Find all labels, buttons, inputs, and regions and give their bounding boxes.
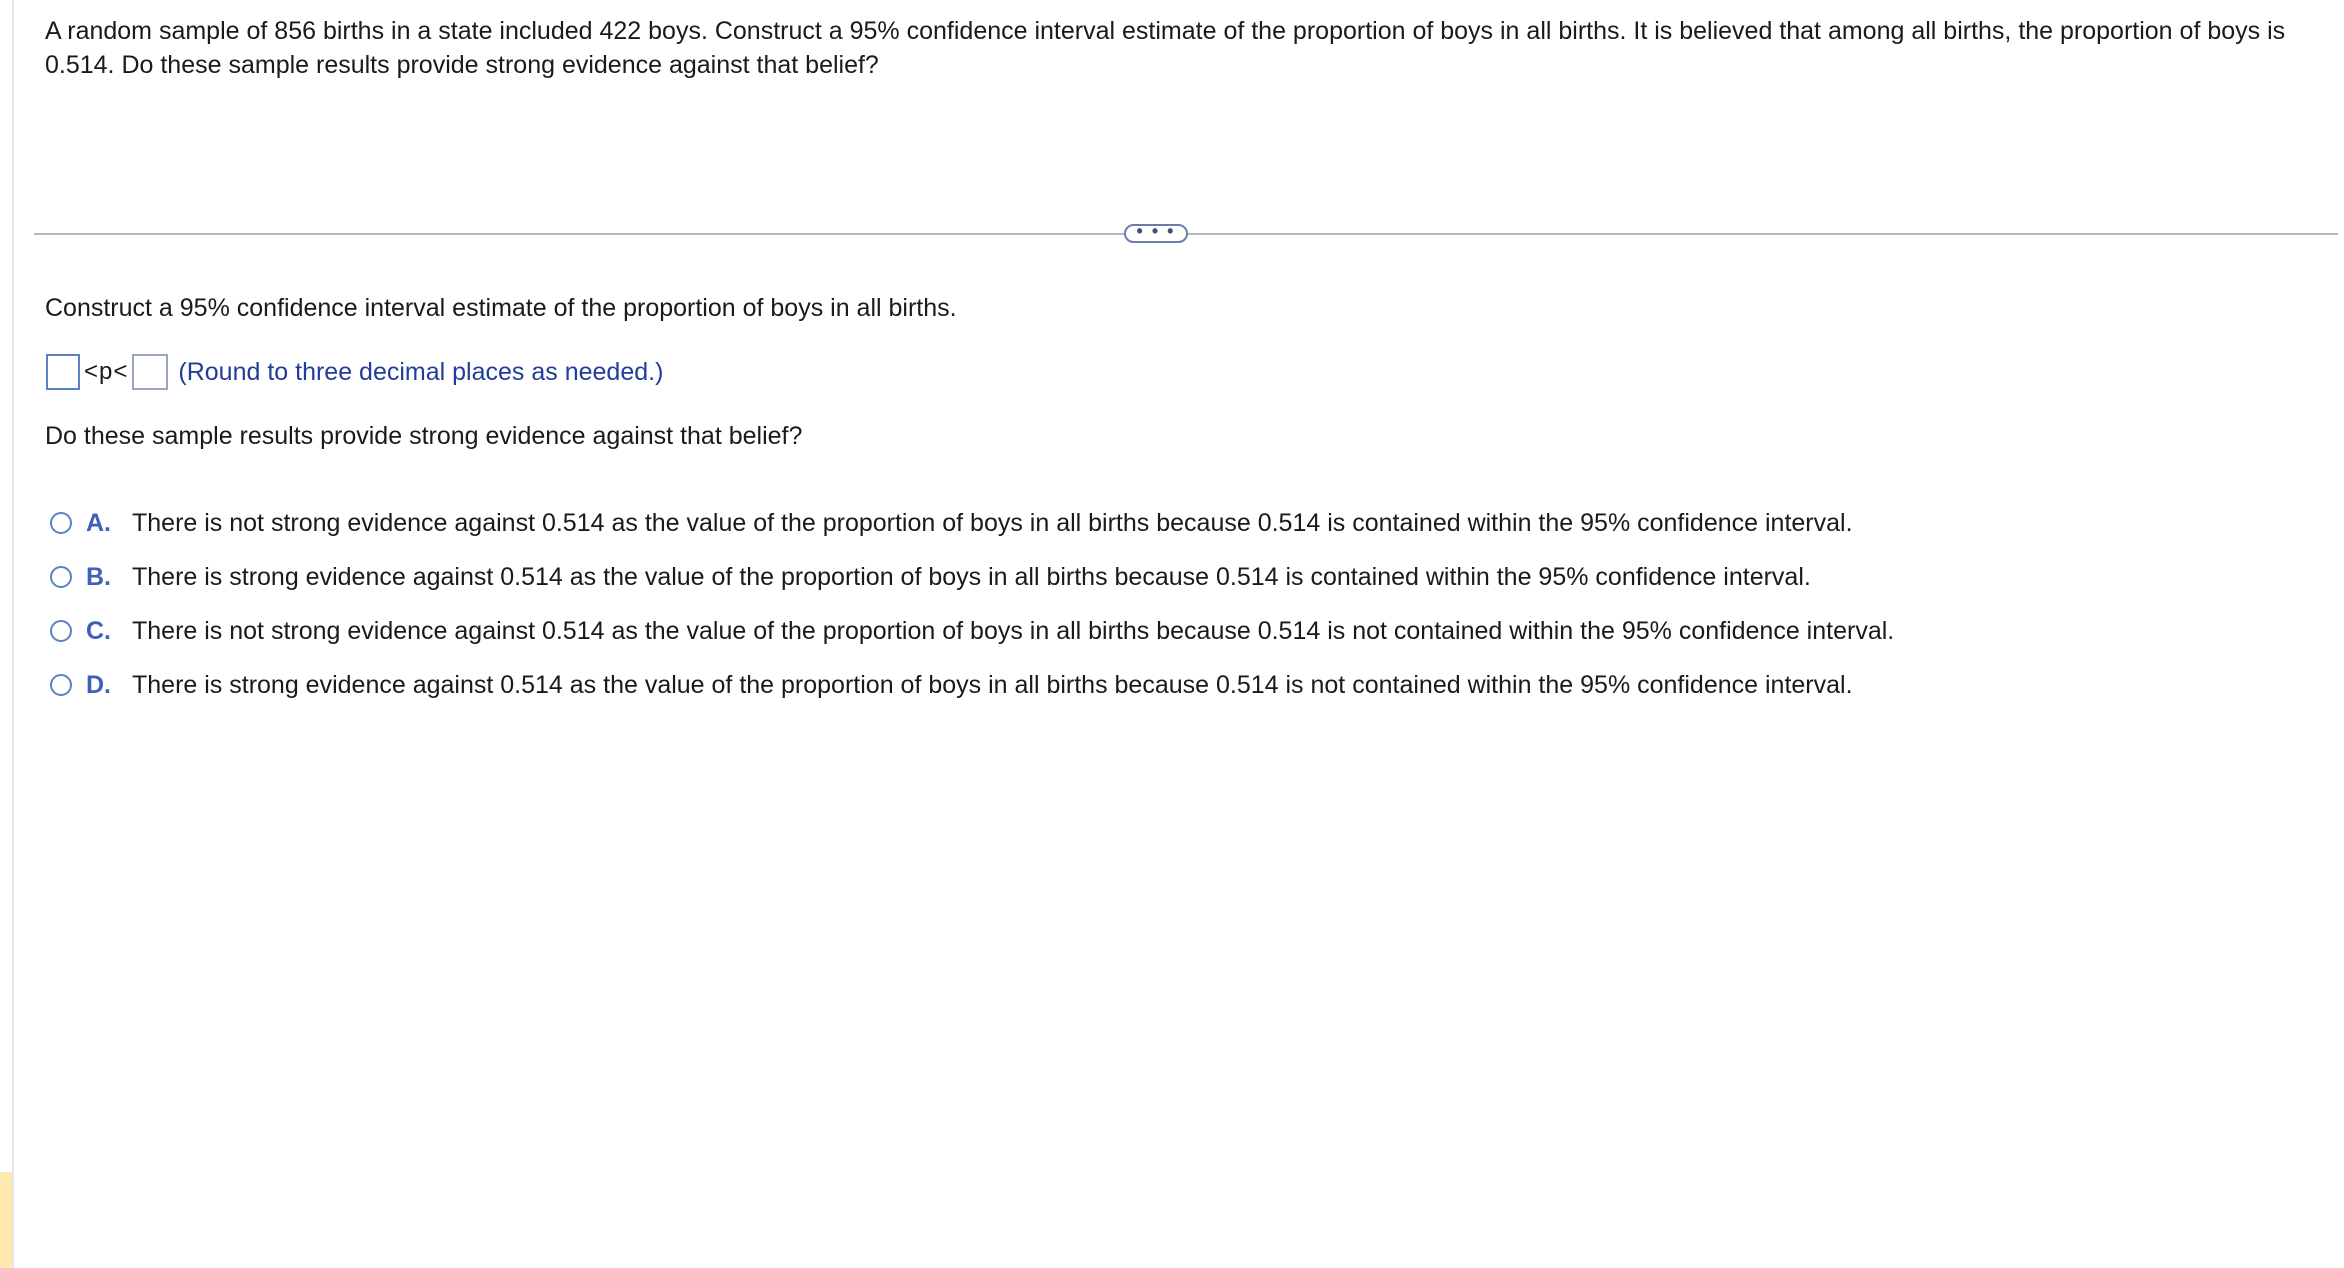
option-text: There is not strong evidence against 0.514 as the value of the proportion of boys in all births because 0.514 is contained within the 95% confidence interval. [132,508,1853,537]
option-letter: B. [86,562,111,591]
question-text: A random sample of 856 births in a state included 422 boys. Construct a 95% confidence interval estimate of the proportion of boys in all births. It is believed that among all births, the proportion of boys is 0.514. Do these sample results provide strong evidence against that belief? [45,17,2286,79]
option-text: There is not strong evidence against 0.514 as the value of the proportion of boys in all births because 0.514 is not contained within the 95% confidence interval. [132,616,1895,645]
part1-prompt: Construct a 95% confidence interval estimate of the proportion of boys in all births. [45,294,957,322]
left-border [12,0,14,1268]
expand-more-button[interactable] [1124,220,1188,243]
answer-options-list [50,496,1894,712]
option-letter: D. [86,670,111,699]
radio-button-icon[interactable] [50,512,72,534]
radio-button-icon[interactable] [50,566,72,588]
inequality-label: <p< [84,358,129,385]
option-letter: C. [86,616,111,645]
radio-button-icon[interactable] [50,620,72,642]
option-letter: A. [86,508,111,537]
upper-bound-input[interactable] [132,354,168,390]
option-text: There is strong evidence against 0.514 as the value of the proportion of boys in all births because 0.514 is not contained within the 95% confidence interval. [132,670,1853,699]
radio-button-icon[interactable] [50,674,72,696]
more-ellipsis-icon: • • • [1136,220,1176,241]
part2-prompt: Do these sample results provide strong evidence against that belief? [45,422,803,450]
option-b[interactable] [50,550,1894,604]
confidence-interval-answer-row [46,352,663,392]
option-d[interactable] [50,658,1894,712]
rounding-hint: (Round to three decimal places as needed.) [178,357,664,386]
option-a[interactable] [50,496,1894,550]
lower-bound-input[interactable] [46,354,80,390]
left-accent-tab [0,1172,12,1268]
option-text: There is strong evidence against 0.514 as the value of the proportion of boys in all births because 0.514 is contained within the 95% confidence interval. [132,562,1811,591]
option-c[interactable] [50,604,1894,658]
